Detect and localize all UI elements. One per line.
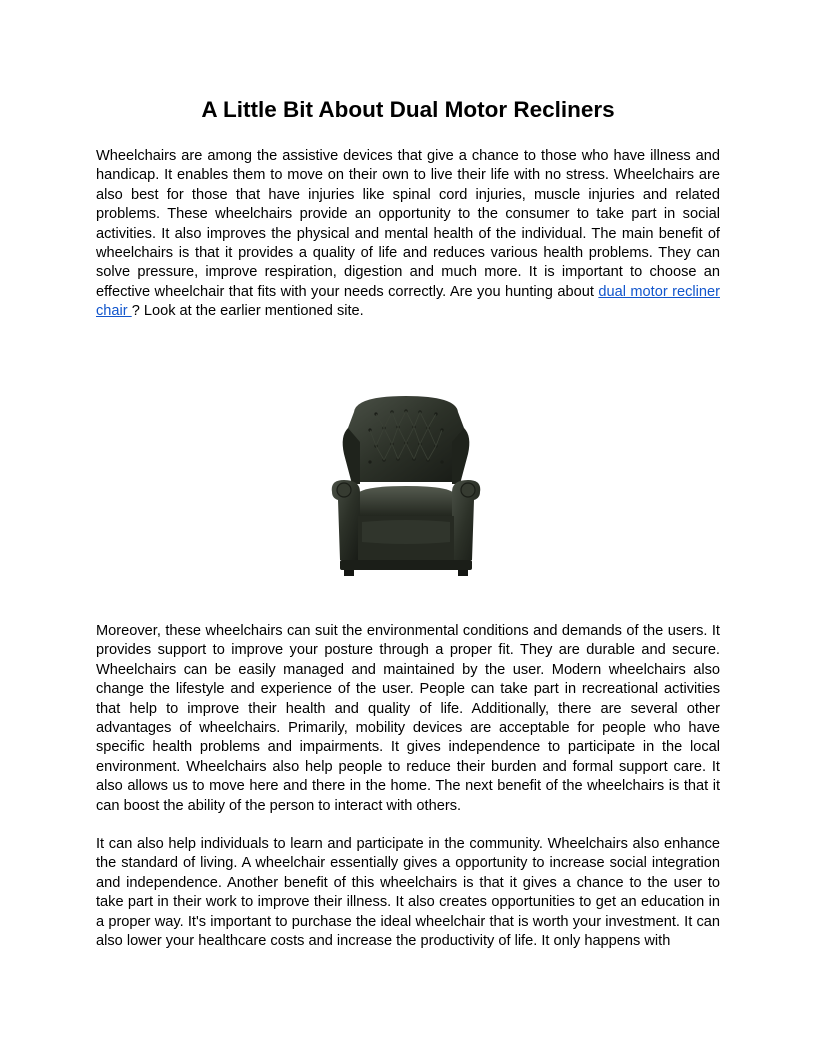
paragraph-intro-text: Wheelchairs are among the assistive devices that give a chance to those who have illness and handicap. It enables them to move on their own to live their life with no stress. Wheelchairs are also best for those that have injuries like spinal cord injuries, muscle injuries and related problems. These wheelchairs provide an opportunity to the consumer to take part in social activities. It also improves the physical and mental health of the individual. The main benefit of wheelchairs is that it provides a quality of life and reduces various health problems. They can solve pressure, improve respiration, digestion and much more. It is important to choose an effective wheelchair that fits with your needs correctly. Are you hunting about — [96, 148, 720, 300]
paragraph-intro — [96, 147, 720, 322]
dual-motor-recliner-link[interactable]: dual motor recliner chair — [96, 283, 720, 320]
paragraph-community: It can also help individuals to learn and participate in the community. Wheelchairs also enhance the standard of living. A wheelchair essentially gives a opportunity to increase social integration and independence. Another benefit of this wheelchairs is that it gives a chance to the user to take part in their work to improve their illness. It also creates opportunities to get an education in a proper way. It's important to purchase the ideal wheelchair that is worth your investment. It can also lower your healthcare costs and increase the productivity of life. It only happens with — [96, 836, 720, 950]
paragraph-advantages: Moreover, these wheelchairs can suit the environmental conditions and demands of the users. It provides support to improve your posture through a proper fit. They are durable and secure. Wheelchairs can be easily managed and maintained by the user. Modern wheelchairs also change the lifestyle and experience of the user. People can take part in recreational activities that help to improve their health and quality of life. Additionally, there are several other advantages of wheelchairs. Primarily, mobility devices are acceptable for people who have specific health problems and impairments. It gives independence to participate in the local environment. Wheelchairs also help people to reduce their burden and formal support care. It also allows us to move here and there in the home. The next benefit of the wheelchairs is that it can boost the ability of the person to interact with others. — [96, 623, 720, 814]
page-title: A Little Bit About Dual Motor Recliners — [201, 97, 615, 122]
recliner-chair-illustration — [326, 392, 486, 578]
recliner-chair-image — [326, 392, 486, 578]
paragraph-intro-tail: ? Look at the earlier mentioned site. — [131, 303, 364, 320]
